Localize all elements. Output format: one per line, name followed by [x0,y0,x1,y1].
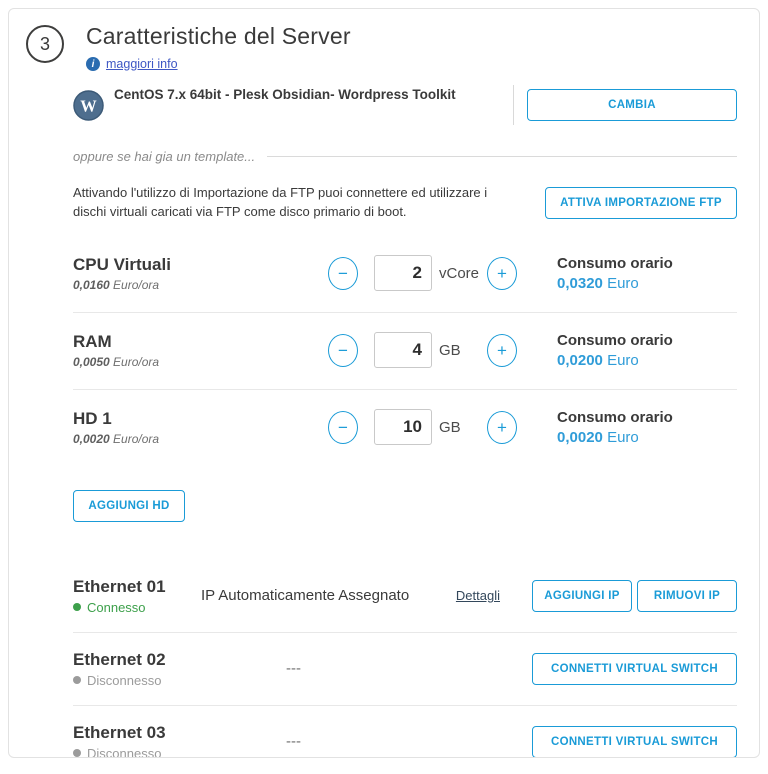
status-dot-icon [73,749,81,757]
ethernet-list [73,560,737,758]
cambia-button[interactable]: CAMBIA [527,89,737,121]
cpu-stepper [328,255,518,291]
connetti-virtual-switch-button[interactable]: CONNETTI VIRTUAL SWITCH [532,653,737,685]
resource-info [73,409,328,446]
info-icon: i [86,57,100,71]
ethernet-row-02 [73,633,737,706]
resource-name: RAM [73,331,112,351]
status-dot-icon [73,603,81,611]
hd1-decrement-button[interactable]: − [328,411,358,444]
resource-rate: 0,0020 Euro/ora [73,431,160,446]
ethernet-name: Ethernet 03 [73,722,166,742]
ethernet-status [73,746,201,758]
cpu-value-input[interactable] [374,255,432,291]
page-title: Caratteristiche del Server [86,23,351,49]
template-divider-text: oppure se hai gia un template... [73,149,256,164]
os-name: CentOS 7.x 64bit - Plesk Obsidian- Wordpress Toolkit [114,87,456,102]
section-content [73,85,737,758]
add-hd-row [73,490,737,522]
maggiori-info-link[interactable]: maggiori info [106,57,178,71]
resource-row-hd1 [73,390,737,466]
server-config-card [8,8,760,758]
os-actions [513,85,737,125]
consumption-label: Consumo orario [557,331,673,349]
ram-decrement-button[interactable]: − [328,334,358,367]
connetti-virtual-switch-button[interactable]: CONNETTI VIRTUAL SWITCH [532,726,737,758]
status-label: Connesso [87,599,146,615]
hd1-unit-label: GB [439,418,461,436]
resource-row-cpu [73,236,737,313]
ethernet-status [73,600,201,615]
cpu-increment-button[interactable]: + [487,257,517,290]
consumption-label: Consumo orario [557,254,673,272]
wordpress-icon [73,90,104,121]
consumption-value: 0,0020 Euro [557,428,639,446]
ethernet-info [73,723,201,758]
resource-name: CPU Virtuali [73,254,171,274]
cpu-decrement-button[interactable]: − [328,257,358,290]
resource-name: HD 1 [73,408,112,428]
ram-stepper [328,332,518,368]
ethernet-ip: --- [286,660,301,678]
hd1-increment-button[interactable]: + [487,411,517,444]
ftp-import-row [73,184,737,222]
ethernet-ip: --- [286,733,301,751]
hd1-stepper [328,409,518,445]
ethernet-actions [532,726,737,758]
ethernet-actions [532,580,737,612]
consumption-value: 0,0200 Euro [557,351,639,369]
ram-increment-button[interactable]: + [487,334,517,367]
ethernet-info [73,577,201,615]
ethernet-name: Ethernet 01 [73,576,166,596]
rimuovi-ip-button[interactable]: RIMUOVI IP [637,580,737,612]
hd1-consumption [557,409,737,446]
resources-list [73,236,737,466]
aggiungi-ip-button[interactable]: AGGIUNGI IP [532,580,632,612]
ethernet-row-01 [73,560,737,633]
template-divider [73,149,737,164]
cpu-consumption [557,255,737,292]
hd1-value-input[interactable] [374,409,432,445]
divider-line [267,156,737,157]
aggiungi-hd-button[interactable]: AGGIUNGI HD [73,490,185,522]
status-label: Disconnesso [87,672,162,688]
ram-unit-label: GB [439,341,461,359]
resource-row-ram [73,313,737,390]
ram-value-input[interactable] [374,332,432,368]
resource-rate: 0,0160 Euro/ora [73,277,160,292]
status-label: Disconnesso [87,745,162,758]
ethernet-status [73,673,201,688]
consumption-value: 0,0320 Euro [557,274,639,292]
info-row [86,57,351,71]
step-number-badge: 3 [26,25,64,63]
cpu-unit-label: vCore [439,264,480,282]
ftp-description: Attivando l'utilizzo di Importazione da FTP puoi connettere ed utilizzare i dischi virtuali caricati via FTP come disco primario di boot. [73,185,488,219]
consumption-label: Consumo orario [557,408,673,426]
svg-text:W: W [80,95,97,115]
attiva-importazione-ftp-button[interactable]: ATTIVA IMPORTAZIONE FTP [545,187,737,219]
resource-rate: 0,0050 Euro/ora [73,354,160,369]
ram-consumption [557,332,737,369]
section-header [26,23,739,71]
os-template-row [73,85,737,125]
ethernet-ip: IP Automaticamente Assegnato [201,587,410,605]
resource-info [73,255,328,292]
dettagli-link[interactable]: Dettagli [455,588,500,604]
header-text [86,23,351,71]
ethernet-info [73,650,201,688]
ethernet-row-03 [73,706,737,758]
resource-info [73,332,328,369]
ethernet-actions [532,653,737,685]
status-dot-icon [73,676,81,684]
ethernet-name: Ethernet 02 [73,649,166,669]
vertical-divider [513,85,514,125]
